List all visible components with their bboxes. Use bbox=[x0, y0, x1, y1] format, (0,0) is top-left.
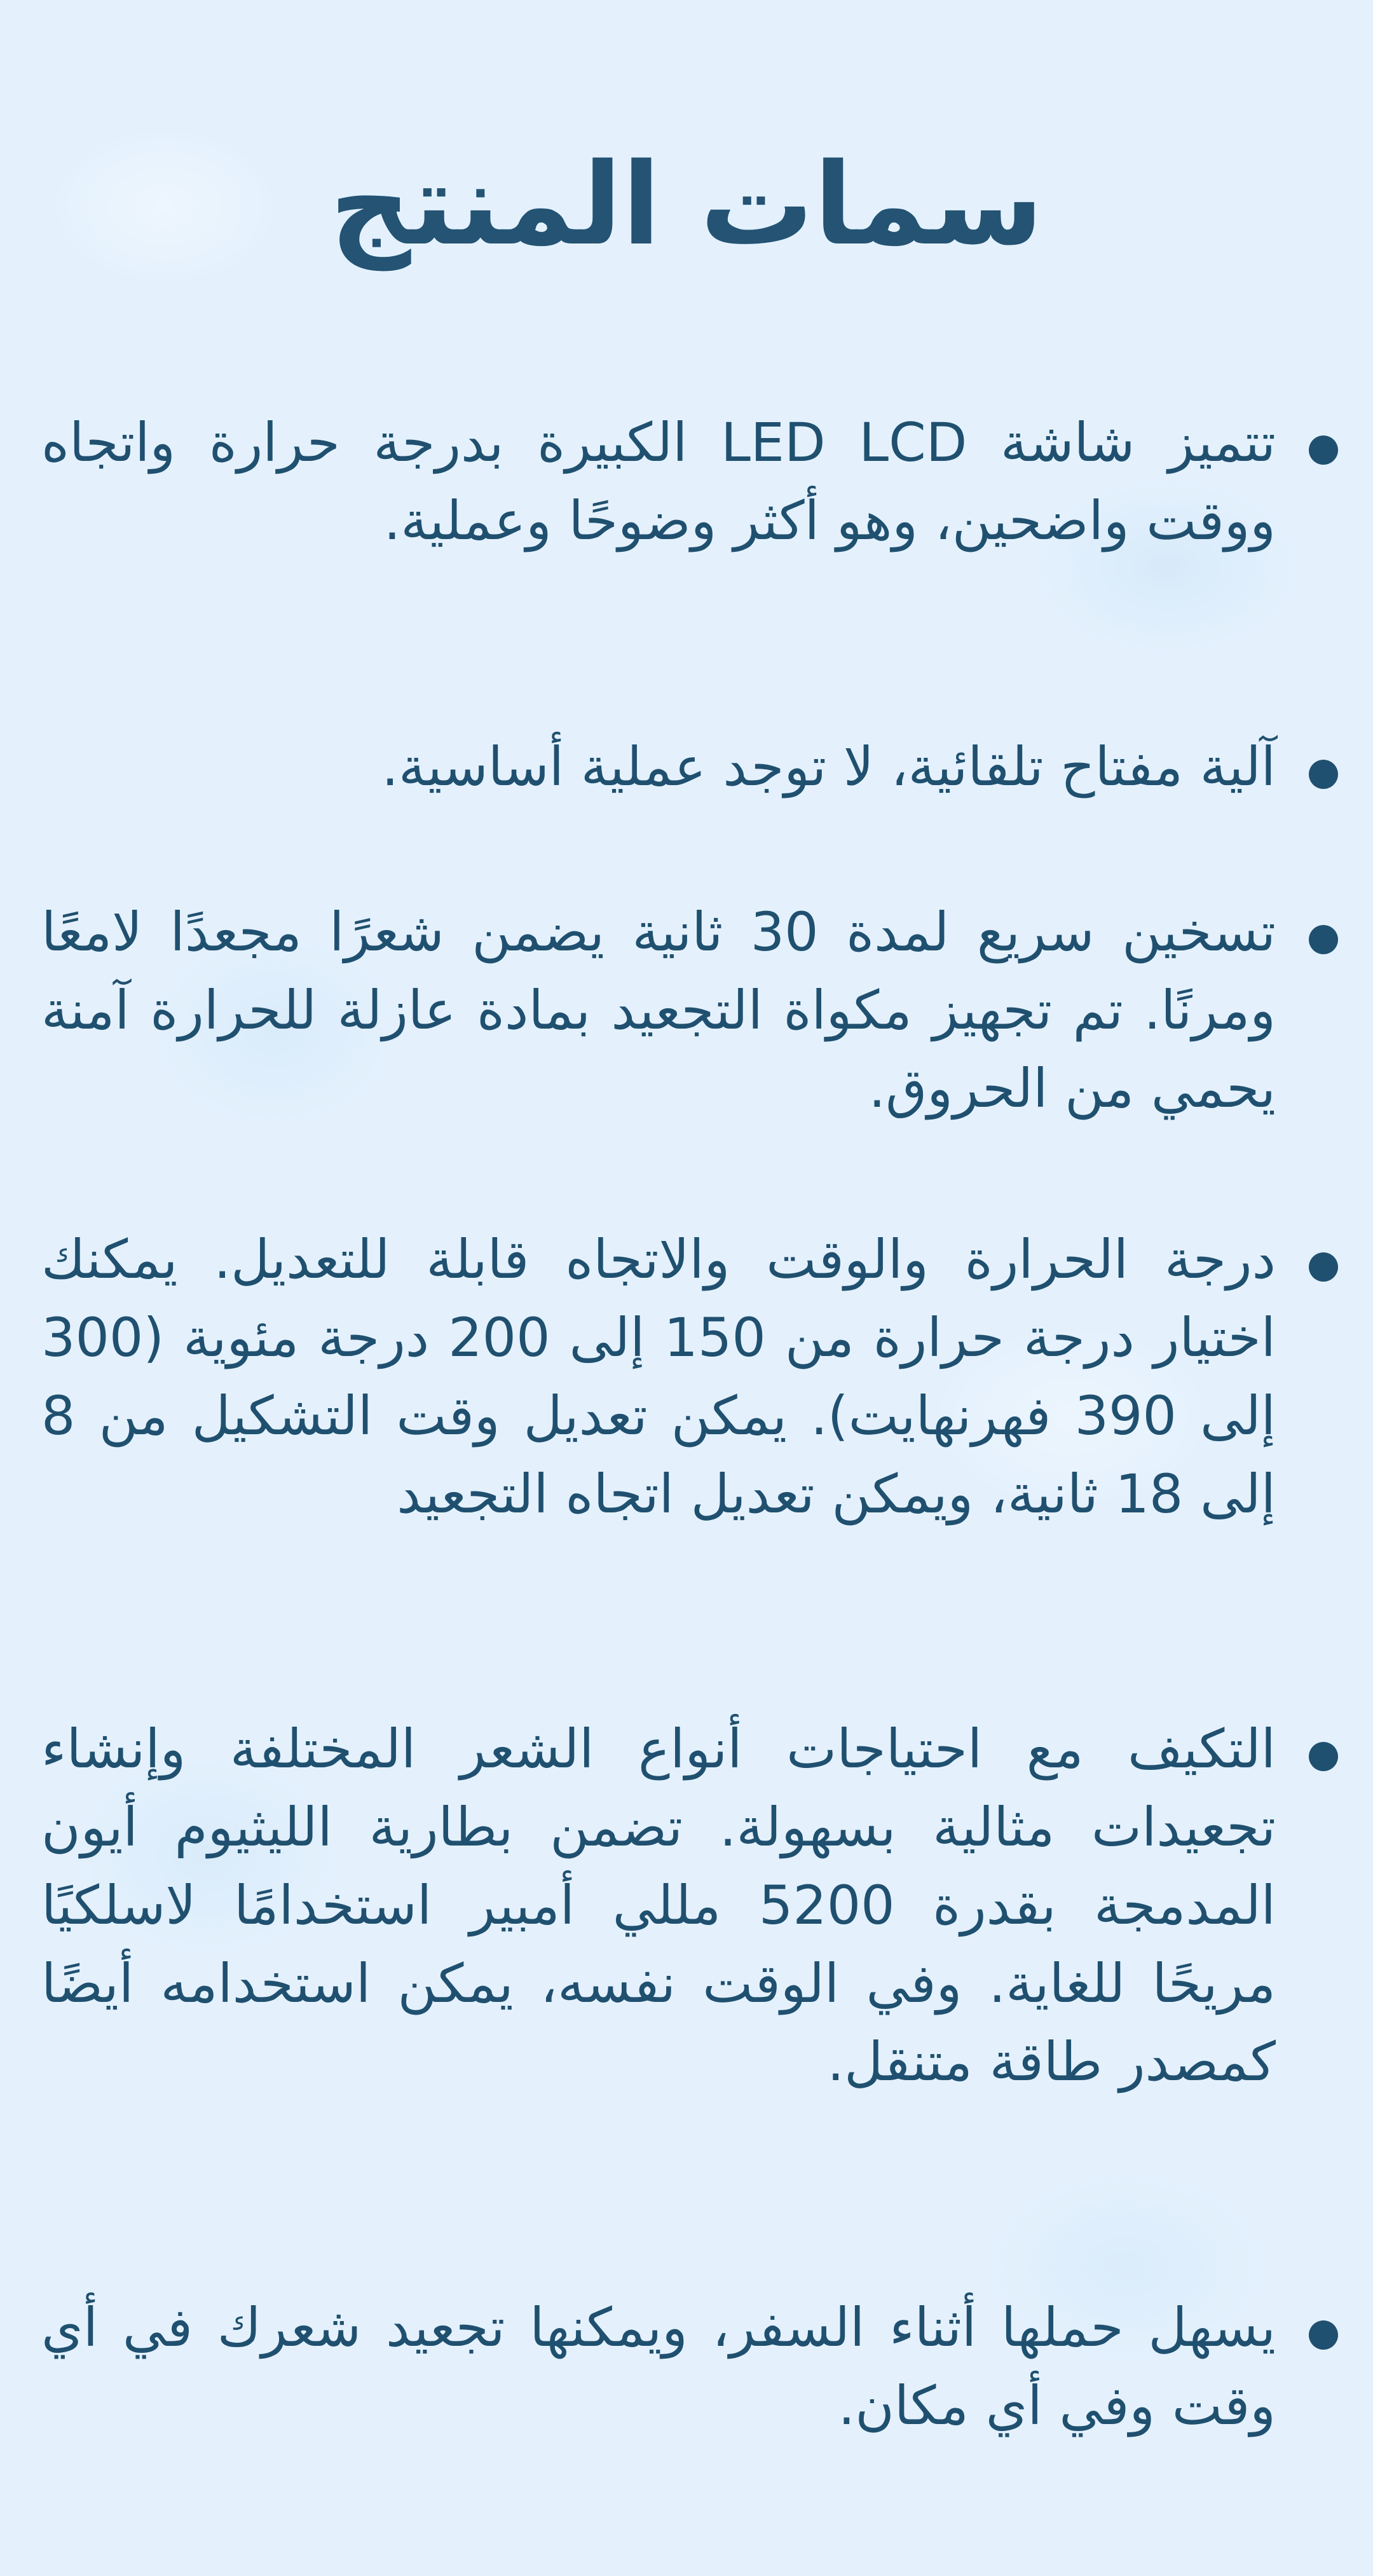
bullet-dot bbox=[1309, 1252, 1338, 1282]
feature-text: التكيف مع احتياجات أنواع الشعر المختلفة وإنشاء تجعيدات مثالية بسهولة. تضمن بطارية الليثيوم أيون المدمجة بقدرة 5200 مللي أمبير استخدامًا لاسلكيًا مريحًا للغاية. وفي الوقت نفسه، يمكن استخدامه أيضًا كمصدر طاقة متنقل. bbox=[41, 1718, 1276, 2093]
bullet-dot bbox=[1309, 760, 1338, 789]
feature-item bbox=[41, 2289, 1338, 2445]
bullet-dot bbox=[1309, 925, 1338, 954]
bullet-dot bbox=[1309, 1742, 1338, 1771]
feature-text: آلية مفتاح تلقائية، لا توجد عملية أساسية. bbox=[381, 736, 1276, 798]
feature-item bbox=[41, 893, 1338, 1128]
feature-text: تسخين سريع لمدة 30 ثانية يضمن شعرًا مجعدًا لامعًا ومرنًا. تم تجهيز مكواة التجعيد بمادة عازلة للحرارة آمنة يحمي من الحروق. bbox=[41, 901, 1276, 1120]
bullet-dot bbox=[1309, 435, 1338, 465]
feature-item bbox=[41, 728, 1338, 806]
bullet-dot bbox=[1309, 2320, 1338, 2350]
feature-item bbox=[41, 1710, 1338, 2101]
feature-item bbox=[41, 1221, 1338, 1533]
feature-text: درجة الحرارة والوقت والاتجاه قابلة للتعديل. يمكنك اختيار درجة حرارة من 150 إلى 200 درجة مئوية (300 إلى 390 فهرنهايت). يمكن تعديل وقت التشكيل من 8 إلى 18 ثانية، ويمكن تعديل اتجاه التجعيد bbox=[41, 1228, 1276, 1525]
feature-item bbox=[41, 404, 1338, 560]
feature-text: تتميز شاشة LED LCD الكبيرة بدرجة حرارة واتجاه ووقت واضحين، وهو أكثر وضوحًا وعملية. bbox=[41, 411, 1276, 552]
page-title: سمات المنتج bbox=[329, 139, 1044, 270]
feature-text: يسهل حملها أثناء السفر، ويمكنها تجعيد شعرك في أي وقت وفي أي مكان. bbox=[41, 2296, 1276, 2437]
